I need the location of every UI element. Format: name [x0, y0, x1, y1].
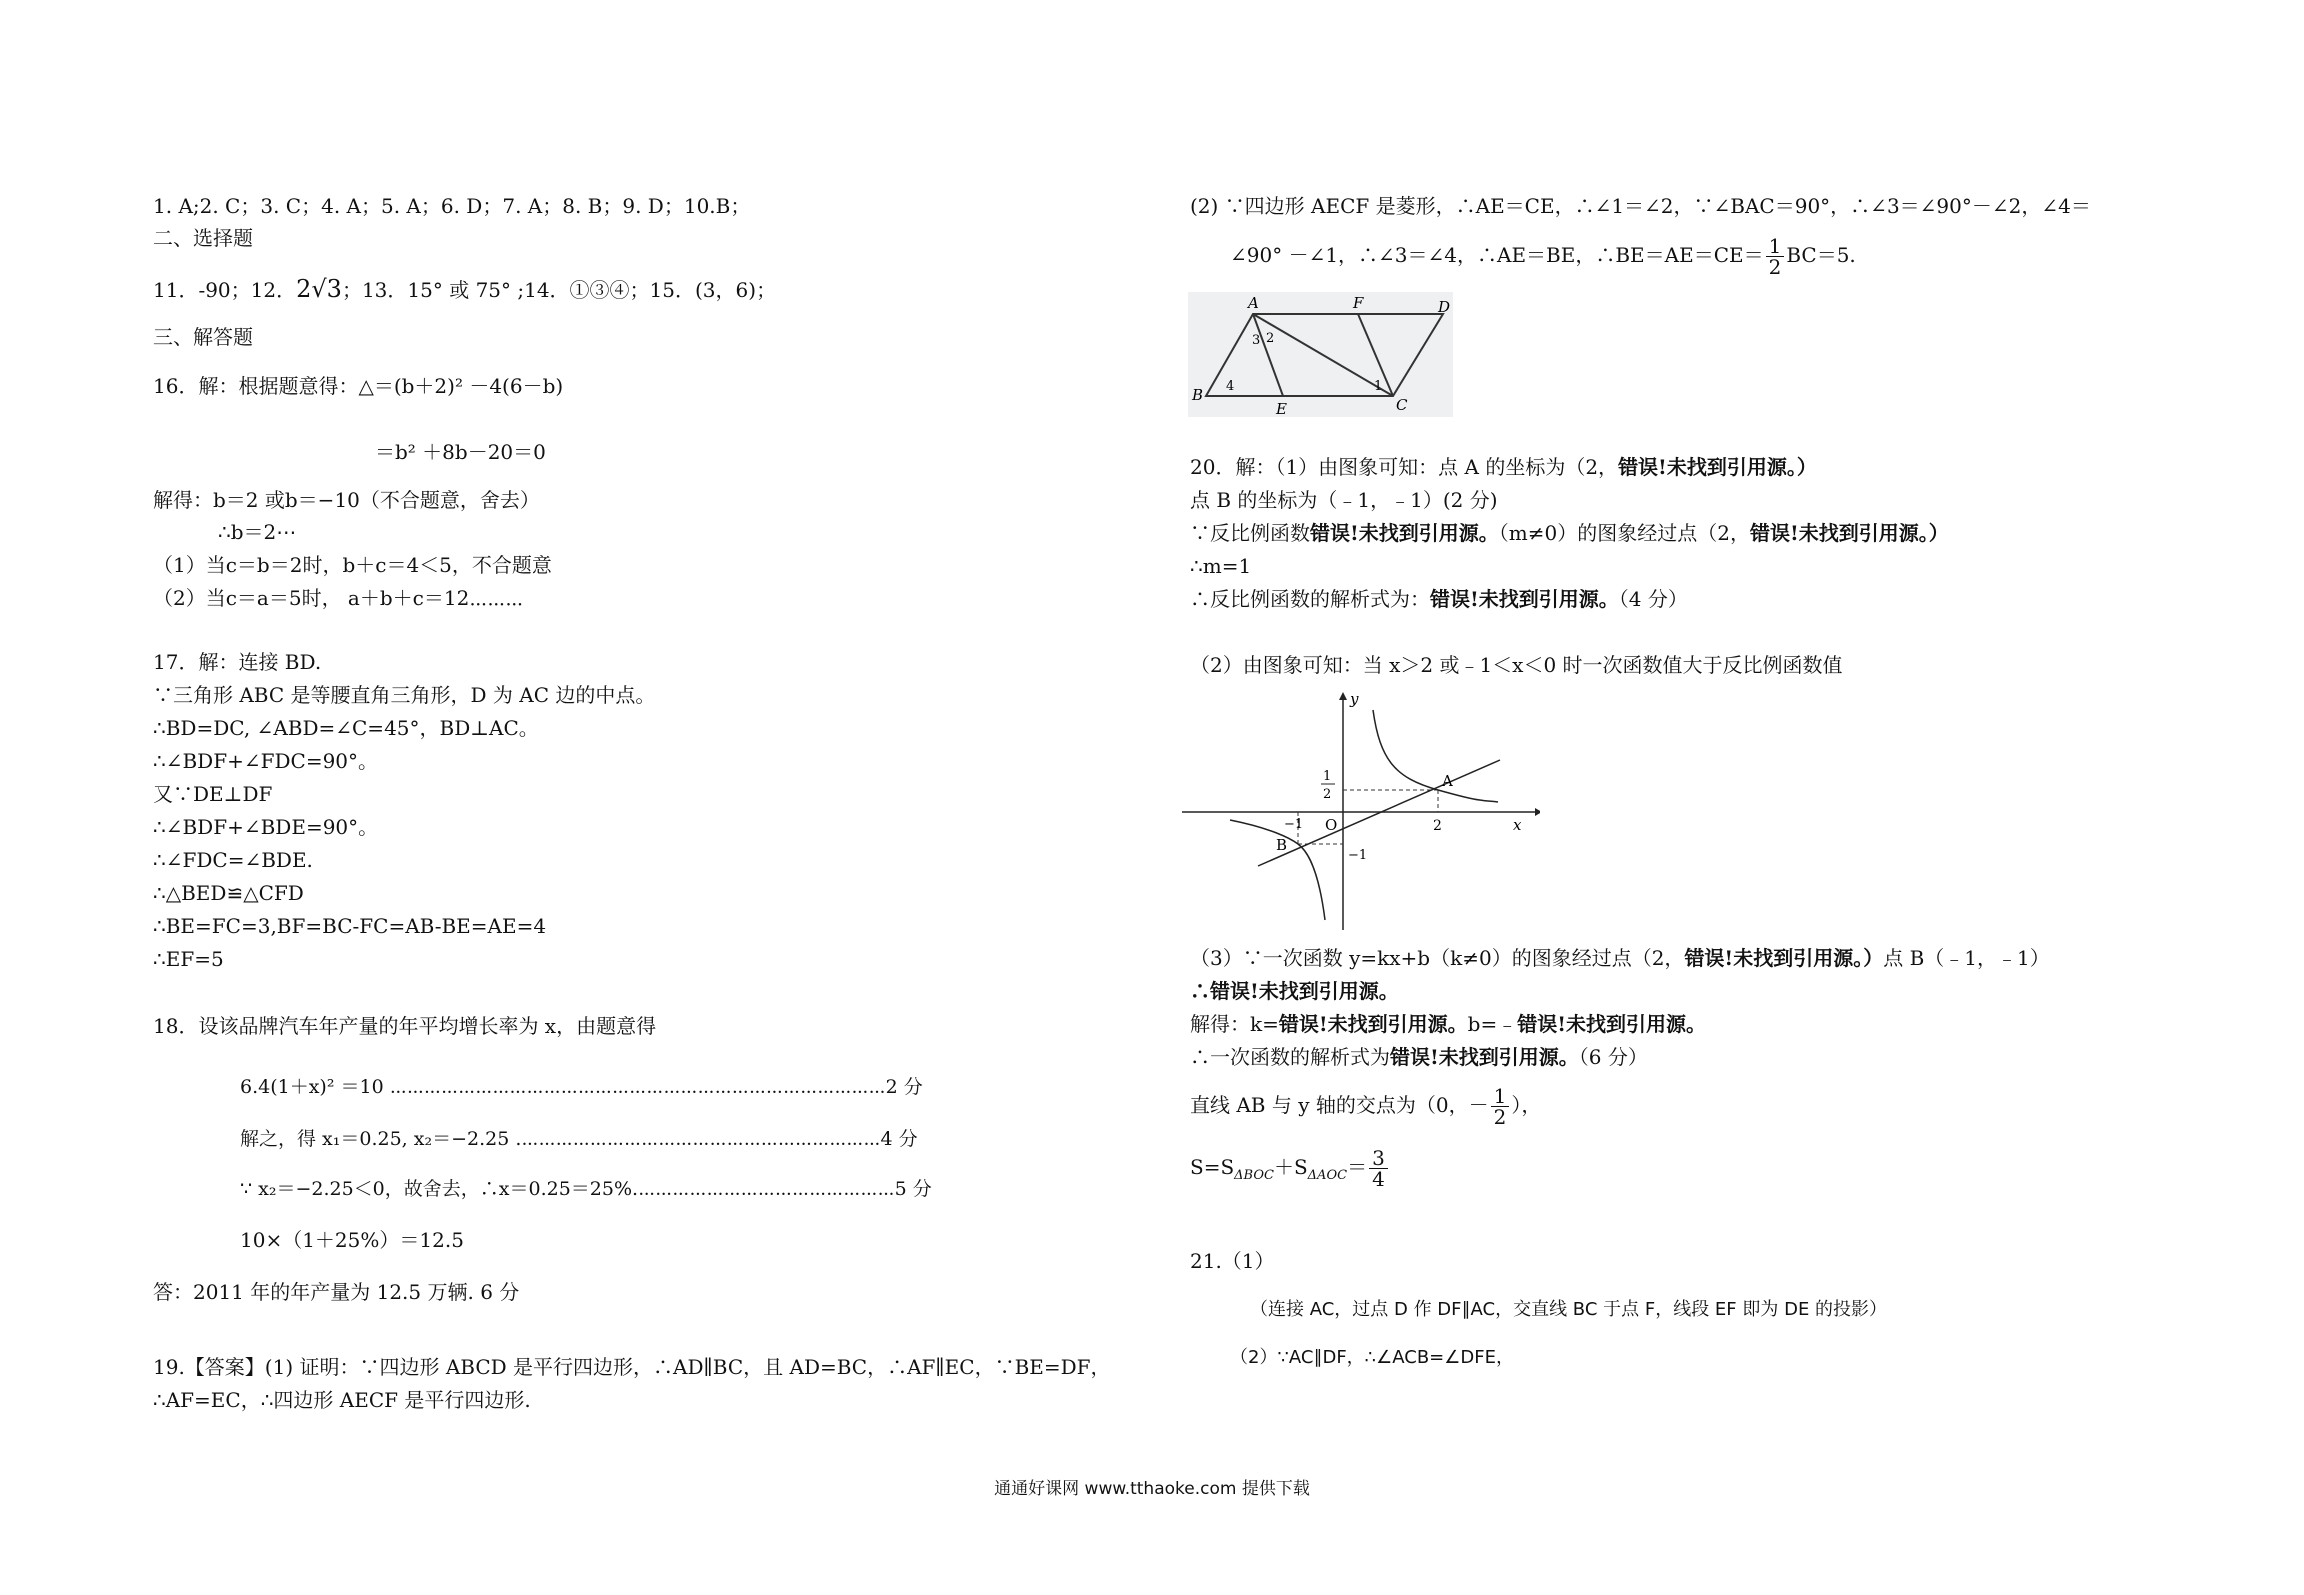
q20-part3-line-4-post: （6 分）	[1578, 1045, 1648, 1069]
ref-error-1: 错误!未找到引用源。）	[1618, 455, 1817, 479]
q20-part3-line-3-mid: b=﹣	[1467, 1012, 1518, 1036]
q20-line-3	[1190, 519, 1949, 547]
q18-line-4: ∵ x₂＝−2.25＜0，故舍去，∴x＝0.25＝25%.⋯⋯⋯⋯⋯⋯⋯⋯⋯⋯⋯⋯⋯⋯⋯5 分	[240, 1178, 932, 1200]
q20-part2: （2）由图象可知：当 x＞2 或﹣1＜x＜0 时一次函数值大于反比例函数值	[1190, 653, 1843, 677]
q17-line-7: ∴∠FDC=∠BDE.	[153, 848, 313, 872]
ref-error-3: 错误!未找到引用源。）	[1749, 521, 1949, 545]
ref-error-8: 错误!未找到引用源。	[1517, 1012, 1707, 1036]
q19-part2-line-2-post: BC＝5.	[1786, 243, 1856, 267]
ref-error-7: 错误!未找到引用源。	[1278, 1012, 1468, 1036]
q20-area-line	[1190, 1148, 1390, 1190]
q19-line-2: ∴AF=EC，∴四边形 AECF 是平行四边形.	[153, 1388, 531, 1412]
answers-line-11	[153, 275, 776, 304]
neg-half-fraction	[1491, 1086, 1510, 1127]
y-tick-half-den: 2	[1323, 787, 1332, 802]
q18-answer: 答：2011 年的年产量为 12.5 万辆. 6 分	[153, 1280, 520, 1304]
fraction-numerator: 1	[1766, 236, 1785, 257]
q21-line-3: （2）∵AC∥DF，∴∠ACB=∠DFE，	[1230, 1347, 1514, 1368]
answers-line-1: 1. A;2. C；3. C；4. A；5. A；6. D；7. A；8. B；9. D；10.B；	[153, 194, 751, 218]
q20-line-1	[1190, 453, 1817, 481]
q21-line-2: （连接 AC，过点 D 作 DF∥AC，交直线 BC 于点 F，线段 EF 即为 DE 的投影）	[1250, 1299, 1888, 1320]
fraction-denominator: 2	[1768, 255, 1782, 279]
half-fraction	[1766, 236, 1785, 277]
label-e: E	[1276, 400, 1287, 417]
section-heading-3: 三、解答题	[153, 325, 253, 349]
footer-source: 通通好课网 www.tthaoke.com 提供下载	[994, 1479, 1310, 1499]
q20-part3-line-4	[1190, 1043, 1648, 1071]
y-tick-half-num: 1	[1323, 769, 1332, 784]
q20-line-2: 点 B 的坐标为（﹣1，﹣1）(2 分)	[1190, 488, 1498, 512]
section-heading-2: 二、选择题	[153, 226, 253, 250]
y-axis-arrow-icon	[1339, 692, 1347, 700]
fraction-denominator: 2	[1493, 1105, 1507, 1129]
function-graph	[1180, 690, 1540, 935]
label-angle-1: 1	[1374, 379, 1383, 394]
therefore-symbol: ∴	[1190, 979, 1210, 1003]
q16-line-3: 解得：b＝2 或b＝−10（不合题意，舍去）	[153, 488, 540, 512]
ref-error-2: 错误!未找到引用源。	[1310, 521, 1499, 545]
q21-line-1: 21.（1）	[1190, 1249, 1275, 1273]
q20-line-5-pre: ∴反比例函数的解析式为：	[1190, 587, 1430, 611]
x-axis-arrow-icon	[1535, 808, 1540, 816]
q20-part3-post: 点 B（﹣1，﹣1）	[1883, 946, 2050, 970]
q16-line-6: （2）当c＝a＝5时， a＋b＋c＝12⋯⋯⋯	[153, 586, 524, 610]
label-f: F	[1353, 294, 1364, 312]
fraction-denominator: 4	[1372, 1167, 1385, 1191]
q17-line-5: 又∵DE⊥DF	[153, 782, 273, 806]
q16-line-2: ＝b² ＋8b－20＝0	[375, 440, 546, 464]
q19-part2-line-2	[1230, 236, 1856, 277]
point-a-label: A	[1442, 772, 1453, 790]
axis-label-y: y	[1350, 690, 1359, 708]
three-quarters-fraction	[1369, 1148, 1388, 1189]
label-angle-4: 4	[1226, 379, 1235, 394]
sqrt-value: 2√3	[296, 275, 342, 303]
q18-line-3: 解之，得 x₁＝0.25, x₂＝−2.25 .⋯⋯⋯⋯⋯⋯⋯⋯⋯⋯⋯⋯⋯⋯⋯⋯⋯⋯⋯⋯⋯4 分	[240, 1128, 918, 1150]
label-d: D	[1438, 298, 1451, 316]
q20-part3-line-2	[1190, 977, 1399, 1005]
area-sub-boc: ΔBOC	[1234, 1168, 1274, 1183]
area-equals: ＝	[1347, 1155, 1368, 1179]
q19-part2-line-2-pre: ∠90° －∠1，∴∠3＝∠4，∴AE＝BE，∴BE＝AE＝CE＝	[1230, 243, 1764, 267]
ref-error-6: 错误!未找到引用源。	[1210, 979, 1399, 1003]
q20-part3-pre: （3）∵一次函数 y=kx+b（k≠0）的图象经过点（2，	[1190, 946, 1685, 970]
q17-line-8: ∴△BED≌△CFD	[153, 881, 304, 905]
q19-line-1: 19.【答案】(1) 证明：∵四边形 ABCD 是平行四边形，∴AD∥BC，且 AD=BC，∴AF∥EC，∵BE=DF，	[153, 1355, 1111, 1379]
q16-line-4: ∴b＝2⋯	[218, 520, 297, 544]
q17-line-3: ∴BD=DC, ∠ABD=∠C=45°，BD⊥AC。	[153, 716, 539, 740]
x-tick-neg1: −1	[1284, 817, 1304, 832]
origin-label: O	[1325, 816, 1338, 834]
q19-part2-line-1: (2) ∵四边形 AECF 是菱形，∴AE＝CE，∴∠1＝∠2，∵∠BAC＝90°，∴∠3＝∠90°－∠2，∠4＝	[1190, 194, 2091, 218]
fraction-numerator: 3	[1369, 1148, 1388, 1169]
fraction-numerator: 1	[1491, 1086, 1510, 1107]
q20-line-3-mid: （m≠0）的图象经过点（2，	[1498, 521, 1750, 545]
q18-line-1: 18．设该品牌汽车年产量的年平均增长率为 x，由题意得	[153, 1014, 657, 1038]
q17-line-9: ∴BE=FC=3,BF=BC-FC=AB-BE=AE=4	[153, 914, 547, 938]
linear-function-line	[1258, 760, 1500, 866]
point-b-label: B	[1276, 836, 1288, 854]
label-c: C	[1396, 396, 1408, 414]
area-sub-aoc: ΔAOC	[1307, 1168, 1348, 1183]
ref-error-5: 错误!未找到引用源。）	[1684, 946, 1884, 970]
parallelogram-figure	[1188, 292, 1453, 417]
q17-line-10: ∴EF=5	[153, 947, 224, 971]
q17-line-2: ∵三角形 ABC 是等腰直角三角形，D 为 AC 边的中点。	[153, 683, 656, 707]
label-angle-3: 3	[1252, 333, 1261, 348]
q20-part3-line-4-pre: ∴一次函数的解析式为	[1190, 1045, 1390, 1069]
ref-error-4: 错误!未找到引用源。	[1430, 587, 1619, 611]
q18-line-5: 10×（1＋25%）＝12.5	[240, 1228, 464, 1252]
q20-line-5-post: （4 分）	[1618, 587, 1688, 611]
label-b: B	[1192, 386, 1204, 404]
q20-line-1-text: 20．解：（1）由图象可知：点 A 的坐标为（2，	[1190, 455, 1619, 479]
q20-line-4: ∴m=1	[1190, 554, 1252, 578]
q17-line-6: ∴∠BDF+∠BDE=90°。	[153, 815, 379, 839]
y-tick-neg1: −1	[1348, 848, 1368, 863]
q20-intersection-pre: 直线 AB 与 y 轴的交点为（0，－	[1190, 1093, 1489, 1117]
q20-line-3-pre: ∵反比例函数	[1190, 521, 1310, 545]
q20-line-5	[1190, 585, 1688, 613]
q20-part3-line-3	[1190, 1010, 1706, 1038]
q20-part3-line-3-pre: 解得：k=	[1190, 1012, 1279, 1036]
hyperbola-branch-2	[1230, 820, 1325, 920]
label-a: A	[1248, 294, 1259, 312]
x-tick-2: 2	[1433, 818, 1442, 834]
area-plus: ＋S	[1273, 1155, 1308, 1179]
q16-line-1: 16．解：根据题意得：△＝(b＋2)² －4(6－b)	[153, 374, 564, 398]
q20-part3-line-1	[1190, 944, 2050, 972]
label-angle-2: 2	[1266, 331, 1275, 346]
q17-line-1: 17．解：连接 BD.	[153, 650, 322, 674]
answers-line-11-post: ；13．15° 或 75° ;14．①③④；15．(3，6)；	[341, 278, 777, 302]
q20-intersection-post: ），	[1511, 1093, 1542, 1117]
answers-line-11-pre: 11．-90；12．	[153, 278, 297, 302]
q18-line-2: 6.4(1＋x)² ＝10 ⋯⋯⋯⋯⋯⋯⋯⋯⋯⋯⋯⋯⋯⋯⋯⋯⋯⋯⋯⋯⋯⋯⋯⋯⋯⋯⋯⋯⋯2 分	[240, 1076, 923, 1098]
ref-error-9: 错误!未找到引用源。	[1390, 1045, 1579, 1069]
q20-intersection-line	[1190, 1086, 1541, 1127]
q16-line-5: （1）当c＝b＝2时，b＋c＝4＜5，不合题意	[153, 553, 552, 577]
q17-line-4: ∴∠BDF+∠FDC=90°。	[153, 749, 379, 773]
axis-label-x: x	[1513, 816, 1522, 834]
area-s-pre: S=S	[1190, 1155, 1235, 1179]
